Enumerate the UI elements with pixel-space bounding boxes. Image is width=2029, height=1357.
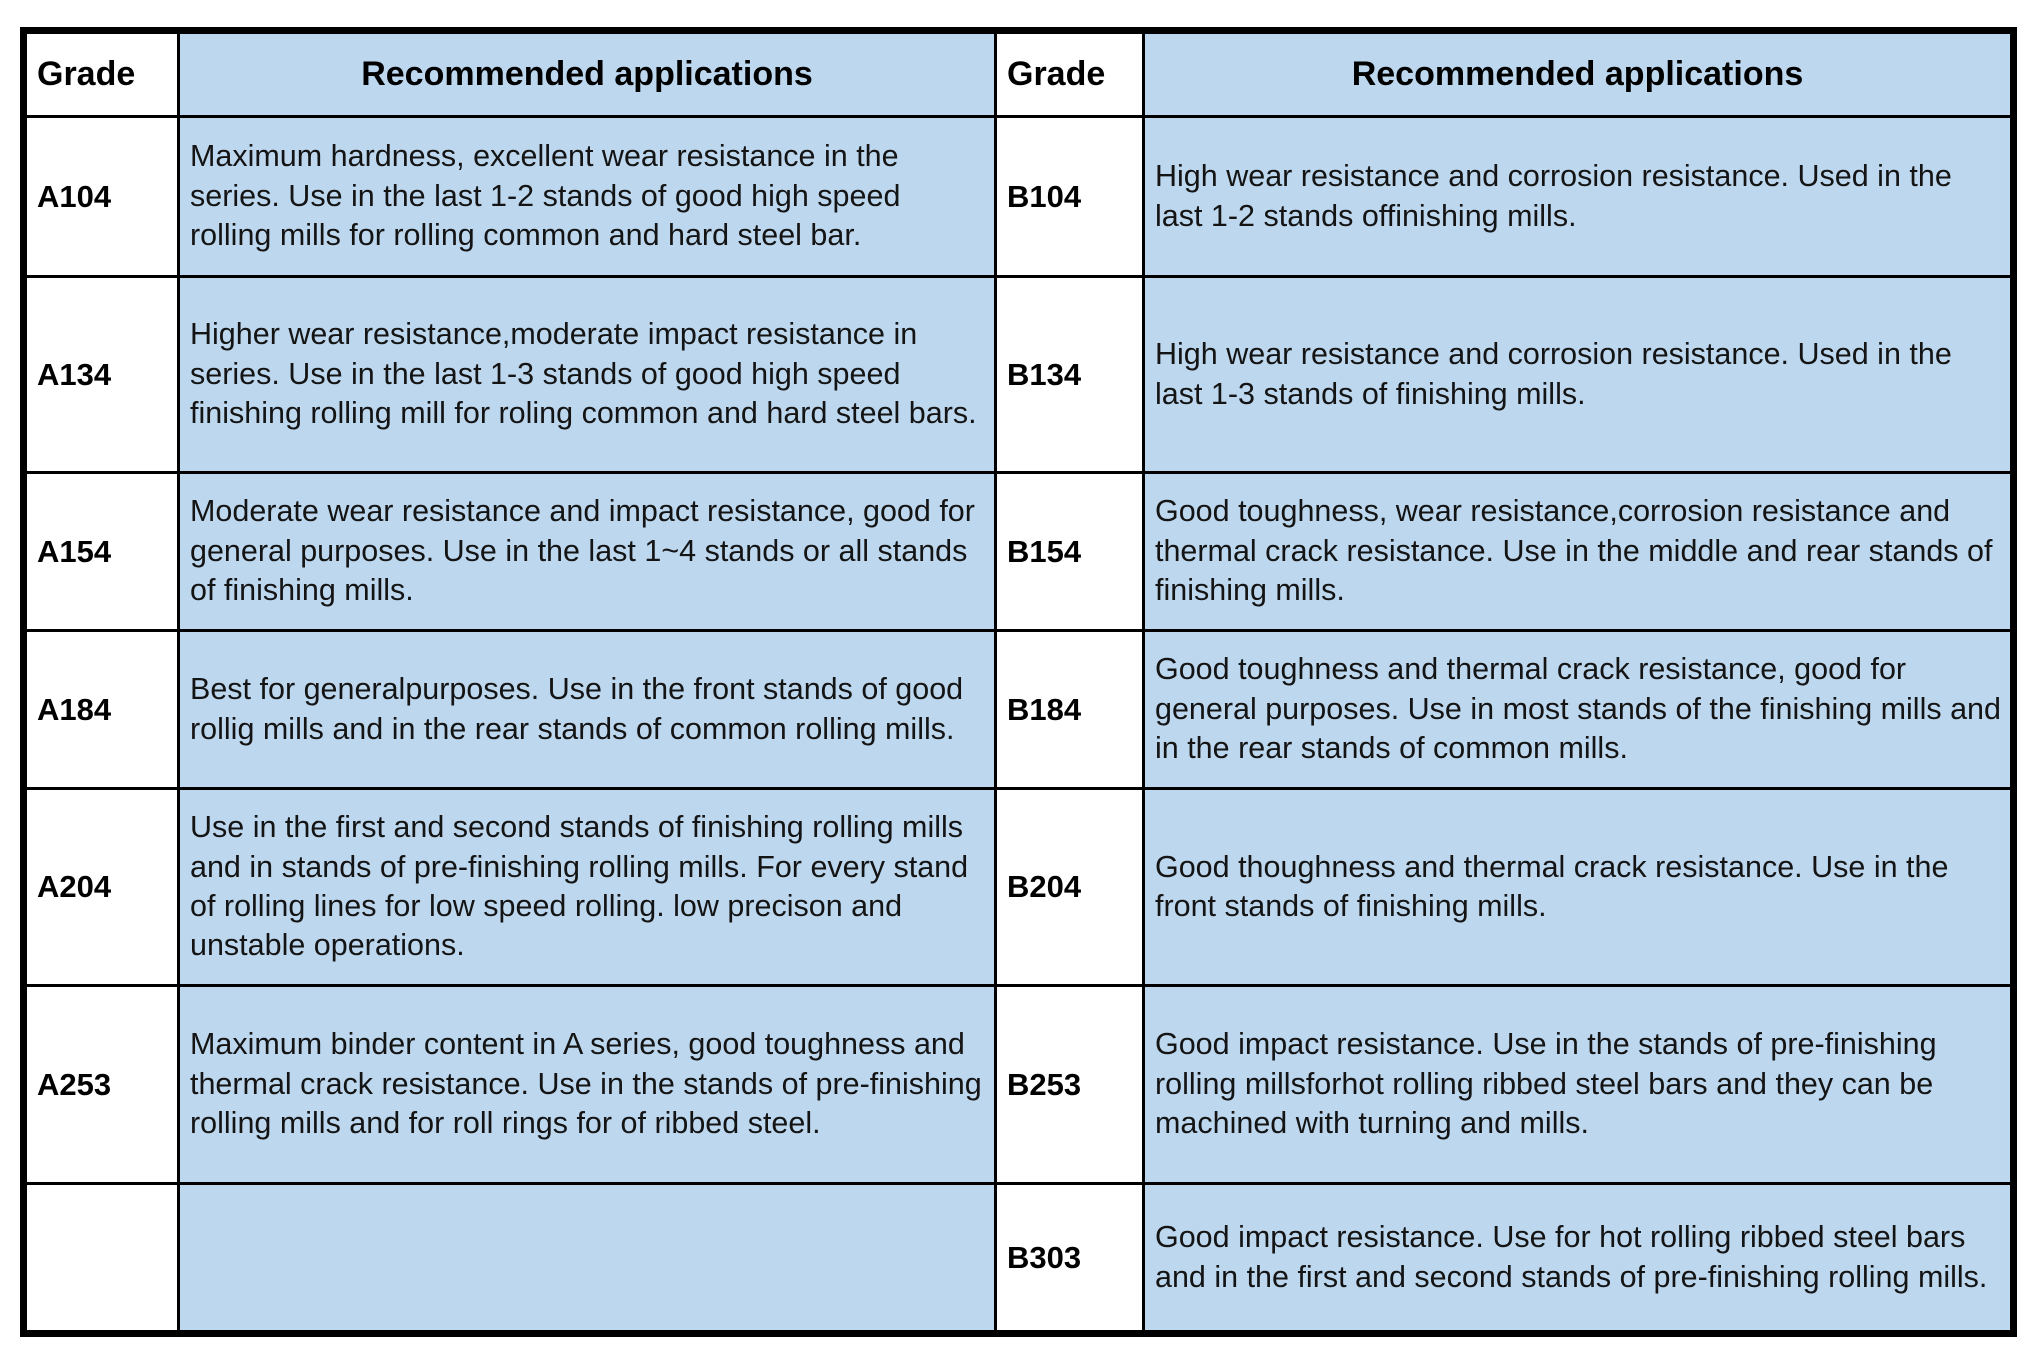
header-grade-a: Grade	[24, 31, 179, 117]
application-cell-b184: Good toughness and thermal crack resistance, good for general purposes. Use in most stands of the finishing mills and in the rear stands of common mills.	[1144, 631, 2014, 789]
application-cell-b303: Good impact resistance. Use for hot rolling ribbed steel bars and in the first and second stands of pre-finishing rolling mills.	[1144, 1184, 2014, 1334]
table-row	[24, 473, 2014, 631]
grade-cell-b134: B134	[996, 277, 1144, 473]
grade-cell-b303: B303	[996, 1184, 1144, 1334]
application-cell-b204: Good thoughness and thermal crack resistance. Use in the front stands of finishing mills.	[1144, 789, 2014, 986]
grade-cell-a154: A154	[24, 473, 179, 631]
grade-cell-a184: A184	[24, 631, 179, 789]
application-cell-a154: Moderate wear resistance and impact resistance, good for general purposes. Use in the last 1~4 stands or all stands of finishing mills.	[179, 473, 996, 631]
grade-cell-b253: B253	[996, 986, 1144, 1184]
header-row	[24, 31, 2014, 117]
application-cell-empty	[179, 1184, 996, 1334]
application-cell-b253: Good impact resistance. Use in the stands of pre-finishing rolling millsforhot rolling ribbed steel bars and they can be machined with turning and mills.	[1144, 986, 2014, 1184]
grades-table-container	[20, 27, 2017, 1337]
application-cell-b104: High wear resistance and corrosion resistance. Used in the last 1-2 stands offinishing mills.	[1144, 117, 2014, 277]
grade-cell-a104: A104	[24, 117, 179, 277]
header-applications-a: Recommended applications	[179, 31, 996, 117]
table-row	[24, 986, 2014, 1184]
table-row	[24, 277, 2014, 473]
application-cell-a204: Use in the first and second stands of finishing rolling mills and in stands of pre-finishing rolling mills. For every stand of rolling lines for low speed rolling. low precison and unstable operations.	[179, 789, 996, 986]
table-row	[24, 117, 2014, 277]
application-cell-a184: Best for generalpurposes. Use in the front stands of good rollig mills and in the rear stands of common rolling mills.	[179, 631, 996, 789]
roll-ring-grades-table	[20, 27, 2017, 1337]
application-cell-a253: Maximum binder content in A series, good toughness and thermal crack resistance. Use in the stands of pre-finishing rolling mills and for roll rings for of ribbed steel.	[179, 986, 996, 1184]
header-grade-b: Grade	[996, 31, 1144, 117]
grade-cell-b104: B104	[996, 117, 1144, 277]
table-row	[24, 631, 2014, 789]
grade-cell-b184: B184	[996, 631, 1144, 789]
grade-cell-a253: A253	[24, 986, 179, 1184]
application-cell-a134: Higher wear resistance,moderate impact resistance in series. Use in the last 1-3 stands of good high speed finishing rolling mill for roling common and hard steel bars.	[179, 277, 996, 473]
application-cell-b154: Good toughness, wear resistance,corrosion resistance and thermal crack resistance. Use in the middle and rear stands of finishing mills.	[1144, 473, 2014, 631]
table-row	[24, 789, 2014, 986]
grade-cell-a204: A204	[24, 789, 179, 986]
grade-cell-a134: A134	[24, 277, 179, 473]
grade-cell-empty	[24, 1184, 179, 1334]
header-applications-b: Recommended applications	[1144, 31, 2014, 117]
table-row	[24, 1184, 2014, 1334]
grade-cell-b204: B204	[996, 789, 1144, 986]
application-cell-a104: Maximum hardness, excellent wear resistance in the series. Use in the last 1-2 stands of good high speed rolling mills for rolling common and hard steel bar.	[179, 117, 996, 277]
application-cell-b134: High wear resistance and corrosion resistance. Used in the last 1-3 stands of finishing mills.	[1144, 277, 2014, 473]
grade-cell-b154: B154	[996, 473, 1144, 631]
